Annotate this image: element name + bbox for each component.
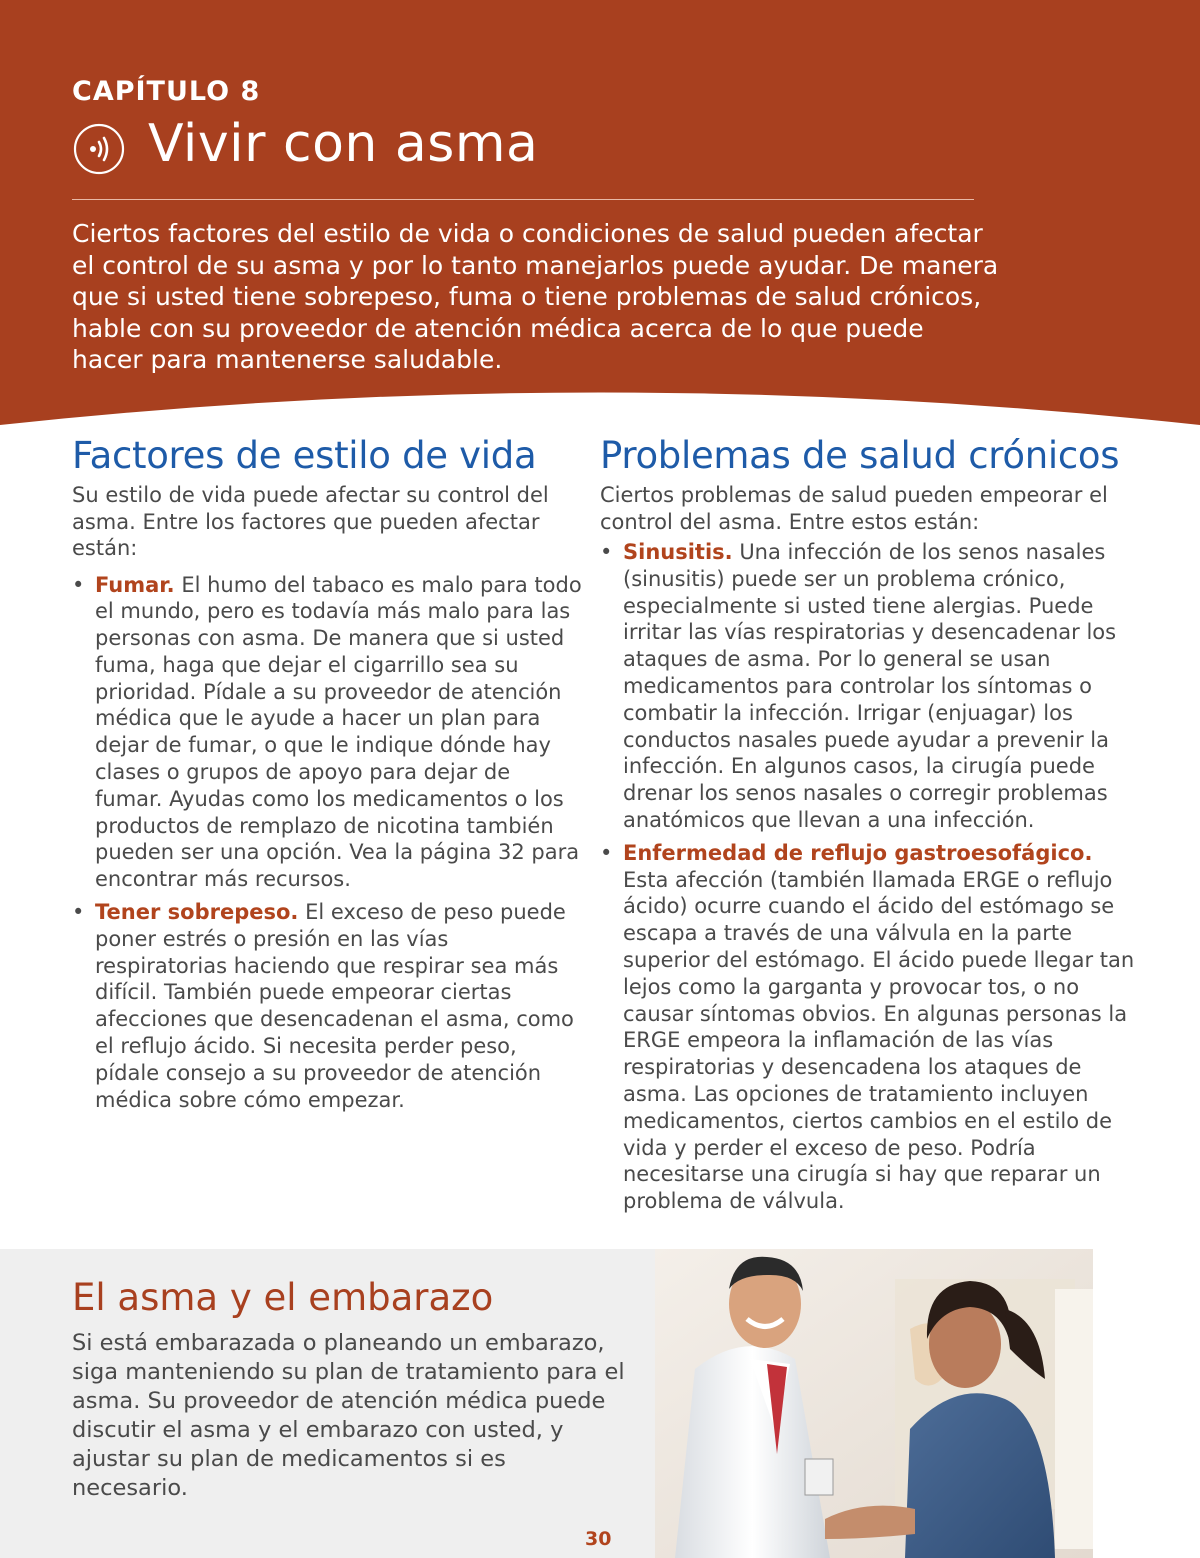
list-item-text: Esta afección (también llamada ERGE o reflujo ácido) ocurre cuando el ácido del estómago se escapa a través de una válvula en la parte superior del estómago. El ácido puede llegar tan lejos como la garganta y provocar tos, o no causar síntomas obvios. En algunas personas la ERGE empeora la inflamación de las vías respiratorias y desencadena los ataques de asma. Las opciones de tratamiento incluyen medicamentos, ciertos cambios en el estilo de vida y perder el exceso de peso. Podría necesitarse una cirugía si hay que reparar un problema de válvula. bbox=[623, 867, 1135, 1214]
page-title: Vivir con asma bbox=[148, 114, 539, 174]
list-item-term: Enfermedad de reflujo gastroesofágico. bbox=[623, 840, 1093, 865]
bullet: • bbox=[600, 540, 613, 564]
list-item-text: Una infección de los senos nasales (sinusitis) puede ser un problema crónico, especialmente si usted tiene alergias. Puede irritar las vías respiratorias y desencadenar los ataques de asma. Por lo general se usan medicamentos para controlar los síntomas o combatir la infección. Irrigar (enjuagar) los conductos nasales puede ayudar a prevenir la infección. En algunos casos, la cirugía puede drenar los senos nasales o corregir problemas anatómicos que llevan a una infección. bbox=[623, 540, 1117, 832]
bullet: • bbox=[72, 900, 85, 925]
chronic-lead: Ciertos problemas de salud pueden empeorar el control del asma. Entre estos están: bbox=[600, 483, 1108, 534]
list-item bbox=[72, 899, 582, 1113]
list-item-term: Fumar. bbox=[95, 572, 175, 597]
list-item-text: El exceso de peso puede poner estrés o presión en las vías respiratorias haciendo que respirar sea más difícil. También puede empeorar ciertas afecciones que desencadenan el asma, como el reflujo ácido. Si necesita perder peso, pídale consejo a su proveedor de atención médica sobre cómo empezar. bbox=[95, 900, 574, 1112]
lifestyle-lead: Su estilo de vida puede afectar su control del asma. Entre los factores que pueden afectar están: bbox=[72, 483, 549, 560]
chronic-list bbox=[600, 539, 1140, 1215]
list-item bbox=[600, 840, 1140, 1215]
lifestyle-heading: Factores de estilo de vida bbox=[72, 434, 537, 477]
audio-wave-icon bbox=[73, 123, 125, 175]
lifestyle-section bbox=[72, 432, 582, 1119]
chronic-section bbox=[600, 432, 1140, 1221]
intro-paragraph: Ciertos factores del estilo de vida o condiciones de salud pueden afectar el control de su asma y por lo tanto manejarlos puede ayudar. De manera que si usted tiene sobrepeso, fuma o tiene problemas de salud crónicos, hable con su proveedor de atención médica acerca de lo que puede hacer para mantenerse saludable. bbox=[72, 219, 999, 374]
header-divider bbox=[72, 199, 974, 200]
page-number: 30 bbox=[585, 1528, 612, 1550]
chapter-label: CAPÍTULO 8 bbox=[72, 76, 261, 107]
bullet: • bbox=[600, 840, 613, 865]
list-item-term: Tener sobrepeso. bbox=[95, 900, 299, 925]
bullet: • bbox=[72, 572, 85, 597]
chronic-heading: Problemas de salud crónicos bbox=[600, 434, 1120, 477]
list-item-term: Sinusitis. bbox=[623, 540, 733, 564]
doctor-patient-photo bbox=[655, 1249, 1093, 1558]
pregnancy-heading: El asma y el embarazo bbox=[72, 1276, 494, 1319]
pregnancy-paragraph: Si está embarazada o planeando un embarazo, siga manteniendo su plan de tratamiento para el asma. Su proveedor de atención médica puede discutir el asma y el embarazo con usted, y ajustar su plan de medicamentos si es necesario. bbox=[72, 1330, 625, 1501]
lifestyle-list bbox=[72, 572, 582, 1114]
list-item bbox=[600, 539, 1140, 834]
list-item-text: El humo del tabaco es malo para todo el mundo, pero es todavía más malo para las personas con asma. De manera que si usted fuma, haga que dejar el cigarrillo sea su prioridad. Pídale a su proveedor de atención médica que le ayude a hacer un plan para dejar de fumar, o que le indique dónde hay clases o grupos de apoyo para dejar de fumar. Ayudas como los medicamentos o los productos de remplazo de nicotina también pueden ser una opción. Vea la página 32 para encontrar más recursos. bbox=[95, 572, 582, 892]
list-item bbox=[72, 572, 582, 894]
